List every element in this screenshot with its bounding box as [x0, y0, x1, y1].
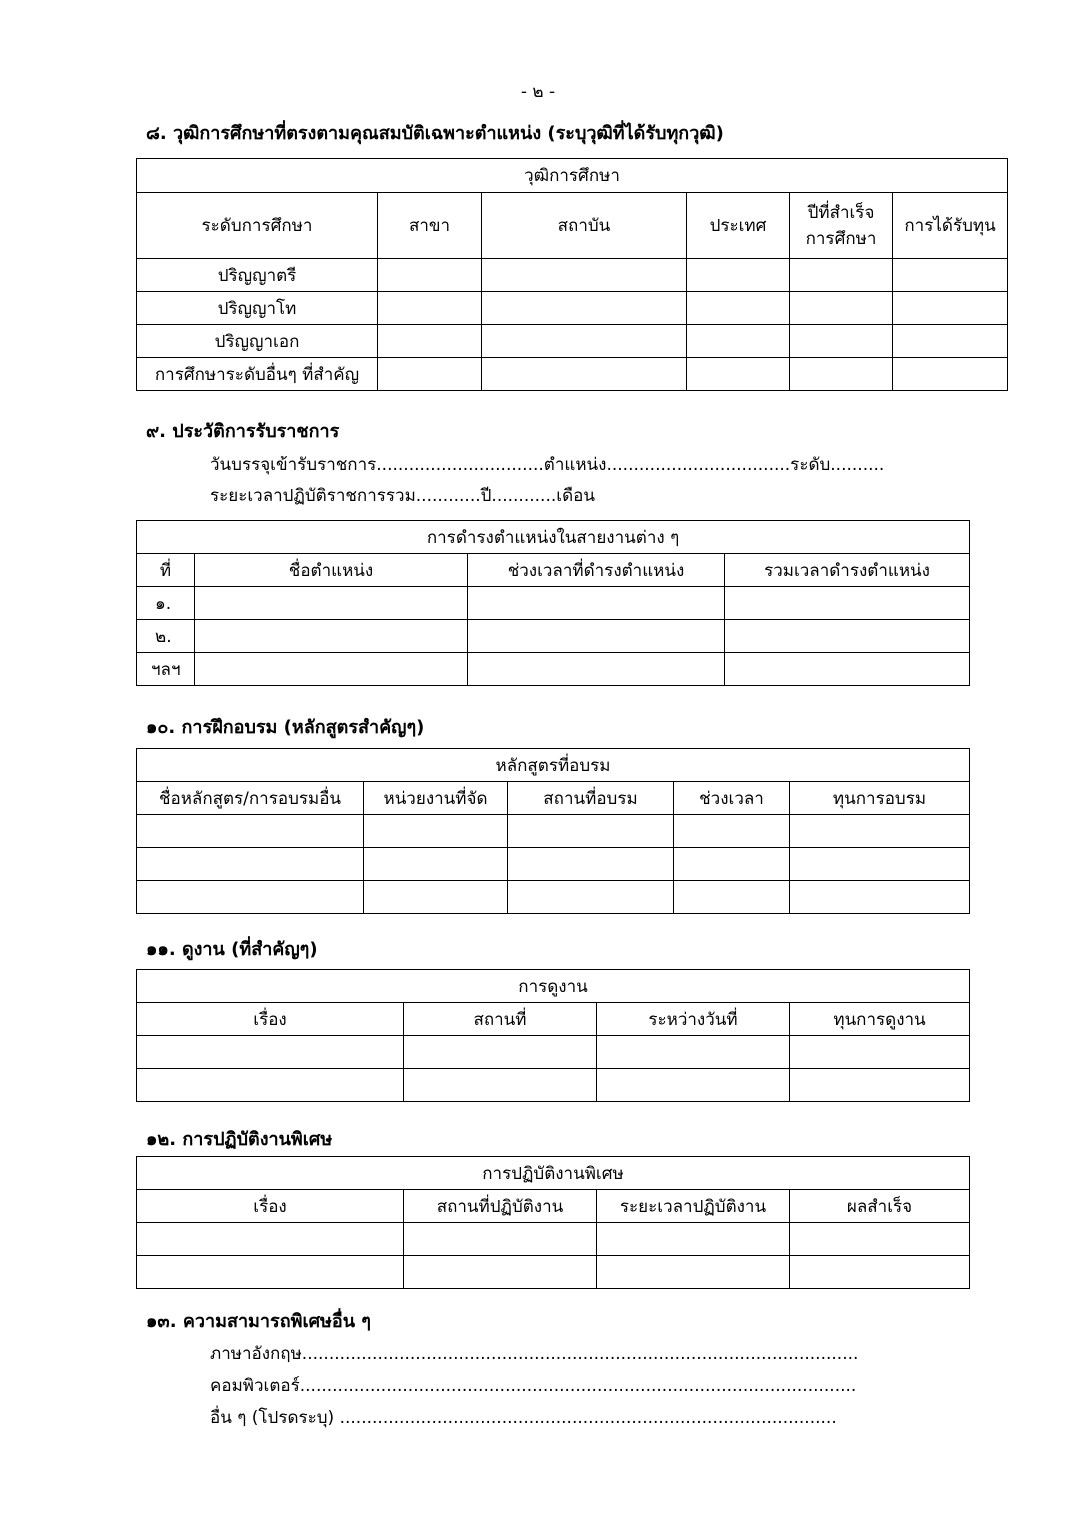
col-position-period: ช่วงเวลาที่ดำรงตำแหน่ง	[468, 554, 725, 587]
cell-input[interactable]	[893, 292, 1008, 325]
cell-input[interactable]	[790, 881, 970, 914]
col-visit-subject: เรื่อง	[137, 1003, 404, 1036]
cell-input[interactable]	[893, 325, 1008, 358]
col-branch: สาขา	[378, 193, 482, 259]
cell-input[interactable]	[893, 358, 1008, 391]
cell-input[interactable]	[404, 1069, 597, 1102]
education-group-header: วุฒิการศึกษา	[137, 159, 1008, 193]
row-label-doctorate: ปริญญาเอก	[137, 325, 378, 358]
cell-input[interactable]	[597, 1069, 790, 1102]
col-course-name: ชื่อหลักสูตร/การอบรมอื่น	[137, 782, 364, 815]
col-work-result: ผลสำเร็จ	[790, 1190, 970, 1223]
cell-input[interactable]	[378, 358, 482, 391]
section-8-title: ๘. วุฒิการศึกษาที่ตรงตามคุณสมบัติเฉพาะตำแหน่ง (ระบุวุฒิที่ได้รับทุกวุฒิ)	[146, 123, 724, 144]
col-work-place: สถานที่ปฏิบัติงาน	[404, 1190, 597, 1223]
cell-input[interactable]	[725, 653, 970, 686]
cell-input[interactable]	[404, 1256, 597, 1289]
col-institute: สถาบัน	[482, 193, 687, 259]
cell-input[interactable]	[482, 325, 687, 358]
cell-input[interactable]	[725, 620, 970, 653]
col-position-total: รวมเวลาดำรงตำแหน่ง	[725, 554, 970, 587]
col-country: ประเทศ	[687, 193, 790, 259]
cell-input[interactable]	[790, 815, 970, 848]
cell-input[interactable]	[687, 358, 790, 391]
col-visit-place: สถานที่	[404, 1003, 597, 1036]
cell-input[interactable]	[597, 1256, 790, 1289]
col-organizer: หน่วยงานที่จัด	[364, 782, 508, 815]
cell-input[interactable]	[137, 881, 364, 914]
position-history-table	[136, 520, 970, 686]
other-skill-line[interactable]: อื่น ๆ (โปรดระบุ) ............................................................................................	[210, 1408, 837, 1428]
cell-input[interactable]	[790, 1069, 970, 1102]
cell-input[interactable]	[790, 1223, 970, 1256]
education-table	[136, 158, 1008, 391]
cell-input[interactable]	[137, 1069, 404, 1102]
cell-input[interactable]	[790, 358, 893, 391]
col-education-level: ระดับการศึกษา	[137, 193, 378, 259]
cell-input[interactable]	[482, 259, 687, 292]
row-label-bachelor: ปริญญาตรี	[137, 259, 378, 292]
col-training-fund: ทุนการอบรม	[790, 782, 970, 815]
cell-input[interactable]	[195, 653, 468, 686]
cell-input[interactable]	[725, 587, 970, 620]
cell-input[interactable]	[364, 848, 508, 881]
cell-input[interactable]	[674, 848, 790, 881]
row-no-etc: ฯลฯ	[137, 653, 195, 686]
col-graduation-year-line1: ปีที่สำเร็จ	[807, 202, 875, 223]
cell-input[interactable]	[378, 325, 482, 358]
section-10-title: ๑๐. การฝึกอบรม (หลักสูตรสำคัญๆ)	[146, 717, 425, 738]
position-group-header: การดำรงตำแหน่งในสายงานต่าง ๆ	[137, 521, 970, 554]
cell-input[interactable]	[508, 881, 674, 914]
cell-input[interactable]	[790, 1256, 970, 1289]
cell-input[interactable]	[687, 292, 790, 325]
cell-input[interactable]	[687, 259, 790, 292]
row-label-master: ปริญญาโท	[137, 292, 378, 325]
page-number: - ๒ -	[520, 82, 556, 102]
col-work-subject: เรื่อง	[137, 1190, 404, 1223]
section-11-title: ๑๑. ดูงาน (ที่สำคัญๆ)	[146, 939, 318, 960]
cell-input[interactable]	[137, 1223, 404, 1256]
col-visit-dates: ระหว่างวันที่	[597, 1003, 790, 1036]
cell-input[interactable]	[597, 1223, 790, 1256]
col-graduation-year-line2: การศึกษา	[805, 228, 877, 249]
col-scholarship: การได้รับทุน	[893, 193, 1008, 259]
cell-input[interactable]	[195, 620, 468, 653]
cell-input[interactable]	[195, 587, 468, 620]
appointment-line[interactable]: วันบรรจุเข้ารับราชการ...............................ตำแหน่ง..................................ระดับ..........	[210, 455, 885, 475]
col-visit-fund: ทุนการดูงาน	[790, 1003, 970, 1036]
cell-input[interactable]	[468, 620, 725, 653]
cell-input[interactable]	[790, 292, 893, 325]
computer-skill-line[interactable]: คอมพิวเตอร์.......................................................................................................	[210, 1376, 857, 1396]
cell-input[interactable]	[674, 881, 790, 914]
cell-input[interactable]	[137, 848, 364, 881]
cell-input[interactable]	[468, 587, 725, 620]
cell-input[interactable]	[790, 325, 893, 358]
cell-input[interactable]	[404, 1223, 597, 1256]
cell-input[interactable]	[687, 325, 790, 358]
col-no: ที่	[137, 554, 195, 587]
section-12-title: ๑๒. การปฏิบัติงานพิเศษ	[146, 1129, 333, 1150]
study-visit-table	[136, 969, 970, 1102]
cell-input[interactable]	[364, 881, 508, 914]
row-no-1: ๑.	[137, 587, 195, 620]
training-group-header: หลักสูตรที่อบรม	[137, 749, 970, 782]
cell-input[interactable]	[137, 815, 364, 848]
study-visit-group-header: การดูงาน	[137, 970, 970, 1003]
cell-input[interactable]	[790, 1036, 970, 1069]
cell-input[interactable]	[508, 815, 674, 848]
cell-input[interactable]	[482, 292, 687, 325]
cell-input[interactable]	[404, 1036, 597, 1069]
col-position-name: ชื่อตำแหน่ง	[195, 554, 468, 587]
row-label-other-education: การศึกษาระดับอื่นๆ ที่สำคัญ	[137, 358, 378, 391]
cell-input[interactable]	[468, 653, 725, 686]
service-duration-line[interactable]: ระยะเวลาปฏิบัติราชการรวม............ปี............เดือน	[210, 486, 595, 506]
cell-input[interactable]	[482, 358, 687, 391]
row-no-2: ๒.	[137, 620, 195, 653]
col-training-place: สถานที่อบรม	[508, 782, 674, 815]
cell-input[interactable]	[790, 259, 893, 292]
special-work-group-header: การปฏิบัติงานพิเศษ	[137, 1157, 970, 1190]
cell-input[interactable]	[893, 259, 1008, 292]
cell-input[interactable]	[790, 848, 970, 881]
english-skill-line[interactable]: ภาษาอังกฤษ.......................................................................................................	[210, 1344, 859, 1364]
cell-input[interactable]	[364, 815, 508, 848]
section-9-title: ๙. ประวัติการรับราชการ	[146, 421, 340, 442]
cell-input[interactable]	[378, 292, 482, 325]
col-graduation-year	[790, 193, 893, 259]
cell-input[interactable]	[137, 1256, 404, 1289]
cell-input[interactable]	[137, 1036, 404, 1069]
col-training-period: ช่วงเวลา	[674, 782, 790, 815]
col-work-duration: ระยะเวลาปฏิบัติงาน	[597, 1190, 790, 1223]
cell-input[interactable]	[597, 1036, 790, 1069]
cell-input[interactable]	[674, 815, 790, 848]
special-work-table	[136, 1156, 970, 1289]
section-13-title: ๑๓. ความสามารถพิเศษอื่น ๆ	[146, 1311, 371, 1332]
training-table	[136, 748, 970, 914]
cell-input[interactable]	[508, 848, 674, 881]
cell-input[interactable]	[378, 259, 482, 292]
